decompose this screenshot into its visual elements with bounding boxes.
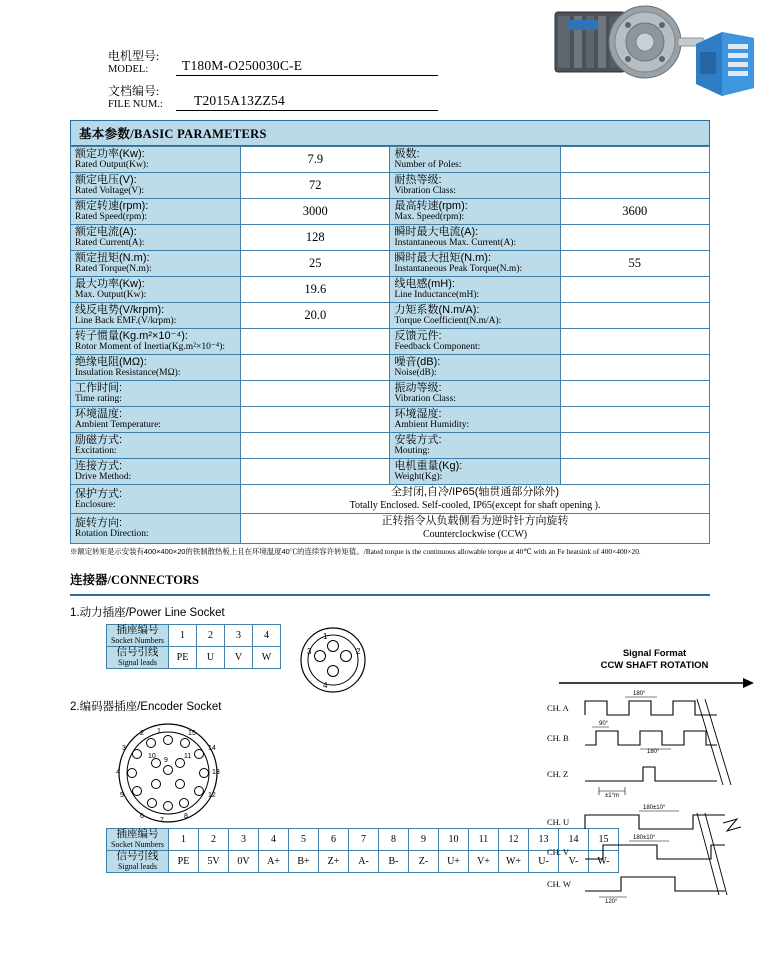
connectors-title-en: CONNECTORS <box>111 572 199 587</box>
svg-text:11: 11 <box>184 752 192 760</box>
param-value-mounting <box>560 433 709 459</box>
encoder-socket-number-cell: 13 <box>529 828 559 850</box>
param-value-rated-voltage: 72 <box>241 173 390 199</box>
table-row <box>107 828 619 850</box>
table-row <box>71 381 710 407</box>
param-label-instantaneous-max-current: 瞬时最大电流(A): Instantaneous Max. Current(A): <box>390 225 560 251</box>
param-value-max-speed: 3600 <box>560 199 709 225</box>
connectors-title-sep: / <box>107 572 111 587</box>
power-socket-lead-cell: W <box>253 646 281 668</box>
encoder-socket-leads-header: 信号引线 Signal leads <box>107 850 169 872</box>
table-row <box>71 303 710 329</box>
encoder-socket-number-cell: 7 <box>349 828 379 850</box>
svg-text:1: 1 <box>157 727 161 735</box>
basic-parameters-title <box>70 120 710 146</box>
power-socket-heading <box>70 604 710 620</box>
param-value-vibration-class-1 <box>560 173 709 199</box>
encoder-socket-lead-cell: B+ <box>289 850 319 872</box>
param-label-line-back-emf: 线反电势(V/krpm): Line Back EMF.(V/krpm): <box>71 303 241 329</box>
param-label-vibration-class-2: 振动等级: Vibration Class: <box>390 381 560 407</box>
signal-format-title-line2: CCW SHAFT ROTATION <box>600 660 709 672</box>
table-row <box>71 199 710 225</box>
table-row <box>71 459 710 485</box>
svg-text:4: 4 <box>116 768 120 776</box>
rated-torque-note <box>70 547 710 556</box>
power-socket-table <box>106 624 281 669</box>
param-value-torque-coefficient <box>560 303 709 329</box>
table-row <box>107 646 281 668</box>
param-value-vibration-class-2 <box>560 381 709 407</box>
connectors-title-cn: 连接器 <box>70 572 108 587</box>
encoder-socket-number-cell: 12 <box>499 828 529 850</box>
encoder-socket-heading-cn: 2.编码器插座 <box>70 700 138 713</box>
power-socket-diagram <box>290 620 376 700</box>
param-label-rated-current: 额定电流(A): Rated Current(A): <box>71 225 241 251</box>
svg-text:CH. W: CH. W <box>547 878 571 889</box>
svg-text:180°: 180° <box>647 748 660 755</box>
svg-text:CH. B: CH. B <box>547 732 569 743</box>
svg-text:13: 13 <box>212 768 220 776</box>
svg-text:2: 2 <box>140 729 144 737</box>
table-row <box>107 850 619 872</box>
encoder-socket-lead-cell: W+ <box>499 850 529 872</box>
param-value-rotor-inertia <box>241 329 390 355</box>
svg-text:180±10°: 180±10° <box>633 834 656 841</box>
encoder-socket-lead-cell: A- <box>349 850 379 872</box>
table-row <box>71 355 710 381</box>
encoder-socket-lead-cell: 0V <box>229 850 259 872</box>
svg-text:180±10°: 180±10° <box>643 804 666 811</box>
encoder-socket-lead-cell: 5V <box>199 850 229 872</box>
file-label-en: FILE NUM.: <box>108 98 163 110</box>
table-row <box>71 485 710 514</box>
param-value-noise <box>560 355 709 381</box>
svg-text:180°: 180° <box>633 690 646 697</box>
header <box>0 0 780 120</box>
encoder-socket-number-cell: 9 <box>409 828 439 850</box>
note-cn: ※额定转矩是示安装有400×400×20的铁制散热板上且在环境温度40℃的连续容许转矩值。 <box>70 546 364 556</box>
param-value-line-inductance <box>560 277 709 303</box>
file-number-value: T2015A13ZZ54 <box>176 93 438 111</box>
encoder-socket-lead-cell: V- <box>559 850 589 872</box>
note-en: /Rated torque is the continuous allowable torque at 40℃ with an Fe heatsink of 400×400×20. <box>363 546 641 556</box>
basic-parameters-section <box>70 120 710 146</box>
param-label-ambient-temperature: 环境温度: Ambient Temperature: <box>71 407 241 433</box>
param-label-rated-speed: 额定转速(rpm): Rated Speed(rpm): <box>71 199 241 225</box>
model-info-block <box>108 50 438 120</box>
power-socket-heading-en: /Power Line Socket <box>125 606 225 619</box>
svg-text:CH. A: CH. A <box>547 702 569 713</box>
power-socket-number-cell: 4 <box>253 624 281 646</box>
svg-text:2: 2 <box>356 646 361 656</box>
param-label-number-of-poles: 极数: Number of Poles: <box>390 147 560 173</box>
param-label-line-inductance: 线电感(mH): Line Inductance(mH): <box>390 277 560 303</box>
encoder-socket-lead-cell: V+ <box>469 850 499 872</box>
param-label-enclosure: 保护方式: Enclosure: <box>71 485 241 514</box>
svg-text:10: 10 <box>148 752 156 760</box>
power-socket-lead-cell: U <box>197 646 225 668</box>
signal-format-title-line1: Signal Format <box>622 648 687 659</box>
svg-text:3: 3 <box>122 744 126 752</box>
basic-title-cn: 基本参数 <box>79 127 131 141</box>
param-value-feedback-component <box>560 329 709 355</box>
param-label-rated-voltage: 额定电压(V): Rated Voltage(V): <box>71 173 241 199</box>
encoder-socket-lead-cell: A+ <box>259 850 289 872</box>
param-label-max-output: 最大功率(Kw): Max. Output(Kw): <box>71 277 241 303</box>
table-row <box>71 225 710 251</box>
param-value-insulation-resistance <box>241 355 390 381</box>
svg-text:1: 1 <box>323 631 328 641</box>
encoder-socket-number-cell: 2 <box>199 828 229 850</box>
param-value-ambient-humidity <box>560 407 709 433</box>
param-label-mounting: 安装方式: Mouting: <box>390 433 560 459</box>
table-row <box>71 277 710 303</box>
svg-text:6: 6 <box>140 812 144 820</box>
svg-text:15: 15 <box>188 729 196 737</box>
table-row <box>71 433 710 459</box>
model-label-cn: 电机型号: <box>108 49 160 63</box>
svg-text:90°: 90° <box>599 720 609 727</box>
param-value-max-output: 19.6 <box>241 277 390 303</box>
param-label-rated-output: 额定功率(Kw): Rated Output(Kw): <box>71 147 241 173</box>
svg-text:CH. U: CH. U <box>547 816 570 827</box>
param-label-rated-torque: 额定扭矩(N.m): Rated Torque(N.m): <box>71 251 241 277</box>
file-number-label <box>108 85 176 111</box>
table-row <box>71 514 710 543</box>
encoder-socket-number-cell: 6 <box>319 828 349 850</box>
encoder-socket-lead-cell: B- <box>379 850 409 872</box>
svg-text:7: 7 <box>160 816 164 824</box>
model-field <box>108 50 438 76</box>
model-label-en: MODEL: <box>108 63 149 75</box>
basic-title-sep: / <box>130 127 134 141</box>
encoder-socket-lead-cell: Z- <box>409 850 439 872</box>
table-row <box>71 173 710 199</box>
param-value-weight <box>560 459 709 485</box>
encoder-socket-number-cell: 4 <box>259 828 289 850</box>
param-label-insulation-resistance: 绝缘电阻(MΩ): Insulation Resistance(MΩ): <box>71 355 241 381</box>
svg-text:CH. Z: CH. Z <box>547 768 569 779</box>
power-socket-number-cell: 3 <box>225 624 253 646</box>
param-label-time-rating: 工作时间: Time rating: <box>71 381 241 407</box>
encoder-socket-number-cell: 8 <box>379 828 409 850</box>
param-value-rotation-direction: 正转指令从负载侧看为逆时针方向旋转 Counterclockwise (CCW) <box>241 514 710 543</box>
model-label <box>108 50 176 76</box>
param-value-number-of-poles <box>560 147 709 173</box>
param-label-feedback-component: 反馈元件: Feedback Component: <box>390 329 560 355</box>
connectors-underline <box>70 594 710 596</box>
svg-text:4: 4 <box>323 680 328 690</box>
connectors-title <box>70 570 710 588</box>
param-label-vibration-class-1: 耐热等级: Vibration Class: <box>390 173 560 199</box>
basic-title-en: BASIC PARAMETERS <box>133 127 267 141</box>
param-label-instantaneous-peak-torque: 瞬时最大扭矩(N.m): Instantaneous Peak Torque(N.m): <box>390 251 560 277</box>
param-value-enclosure: 全封闭,自冷/IP65(轴贯通部分除外) Totally Enclosed. Self-cooled, IP65(except for shaft opening ). <box>241 485 710 514</box>
param-value-line-back-emf: 20.0 <box>241 303 390 329</box>
param-value-instantaneous-max-current <box>560 225 709 251</box>
param-label-rotation-direction: 旋转方向: Rotation Direction: <box>71 514 241 543</box>
svg-text:8: 8 <box>184 812 188 820</box>
svg-text:120°: 120° <box>605 898 618 905</box>
svg-text:9: 9 <box>164 756 168 764</box>
param-label-rotor-inertia: 转子惯量(Kg.m²×10⁻⁴): Rotor Moment of Inertia(Kg.m²×10⁻⁴): <box>71 329 241 355</box>
param-value-drive-method <box>241 459 390 485</box>
param-value-rated-speed: 3000 <box>241 199 390 225</box>
encoder-socket-number-cell: 5 <box>289 828 319 850</box>
motor-and-driver-photo <box>500 4 760 122</box>
encoder-socket-number-cell: 3 <box>229 828 259 850</box>
encoder-socket-heading-en: /Encoder Socket <box>137 700 222 713</box>
encoder-socket-lead-cell: U+ <box>439 850 469 872</box>
encoder-socket-number-cell: 11 <box>469 828 499 850</box>
power-socket-lead-cell: PE <box>169 646 197 668</box>
power-socket-leads-header: 信号引线 Signal leads <box>107 646 169 668</box>
file-number-field <box>108 85 438 111</box>
param-label-noise: 噪音(dB): Noise(dB): <box>390 355 560 381</box>
table-row <box>71 147 710 173</box>
param-value-ambient-temperature <box>241 407 390 433</box>
svg-text:5: 5 <box>120 791 124 799</box>
table-row <box>71 407 710 433</box>
product-photo-group <box>500 4 760 119</box>
table-row <box>71 329 710 355</box>
param-value-instantaneous-peak-torque: 55 <box>560 251 709 277</box>
param-value-excitation <box>241 433 390 459</box>
encoder-socket-lead-cell: PE <box>169 850 199 872</box>
power-socket-numbers-header: 插座编号 Socket Numbers <box>107 624 169 646</box>
table-row <box>71 251 710 277</box>
param-label-ambient-humidity: 环境湿度: Ambient Humidity: <box>390 407 560 433</box>
signal-waveform-svg <box>547 673 762 918</box>
signal-format-diagram <box>547 648 762 923</box>
encoder-socket-number-cell: 1 <box>169 828 199 850</box>
encoder-socket-diagram <box>100 718 236 828</box>
encoder-socket-lead-cell: W- <box>589 850 619 872</box>
svg-text:±1°m: ±1°m <box>605 792 620 799</box>
param-value-rated-torque: 25 <box>241 251 390 277</box>
param-label-max-speed: 最高转速(rpm): Max. Speed(rpm): <box>390 199 560 225</box>
svg-text:14: 14 <box>208 744 216 752</box>
encoder-socket-table <box>106 828 619 873</box>
param-label-torque-coefficient: 力矩系数(N.m/A): Torque Coefficient(N.m/A): <box>390 303 560 329</box>
power-socket-number-cell: 2 <box>197 624 225 646</box>
signal-format-title <box>547 648 762 673</box>
encoder-socket-numbers-header: 插座编号 Socket Numbers <box>107 828 169 850</box>
encoder-socket-lead-cell: Z+ <box>319 850 349 872</box>
encoder-socket-lead-cell: U- <box>529 850 559 872</box>
param-label-weight: 电机重量(Kg): Weight(Kg): <box>390 459 560 485</box>
file-label-cn: 文档编号: <box>108 83 160 98</box>
power-socket-number-cell: 1 <box>169 624 197 646</box>
param-label-drive-method: 连接方式: Drive Method: <box>71 459 241 485</box>
svg-text:CH. V: CH. V <box>547 846 570 857</box>
svg-text:3: 3 <box>307 646 312 656</box>
power-socket-heading-cn: 1.动力插座 <box>70 606 126 619</box>
svg-text:12: 12 <box>208 791 216 799</box>
param-value-rated-current: 128 <box>241 225 390 251</box>
encoder-socket-number-cell: 15 <box>589 828 619 850</box>
basic-parameters-table <box>70 146 710 544</box>
model-value: T180M-O250030C-E <box>176 58 438 76</box>
power-socket-lead-cell: V <box>225 646 253 668</box>
encoder-socket-number-cell: 14 <box>559 828 589 850</box>
param-label-excitation: 励磁方式: Excitation: <box>71 433 241 459</box>
param-value-rated-output: 7.9 <box>241 147 390 173</box>
encoder-socket-number-cell: 10 <box>439 828 469 850</box>
param-value-time-rating <box>241 381 390 407</box>
table-row <box>107 624 281 646</box>
